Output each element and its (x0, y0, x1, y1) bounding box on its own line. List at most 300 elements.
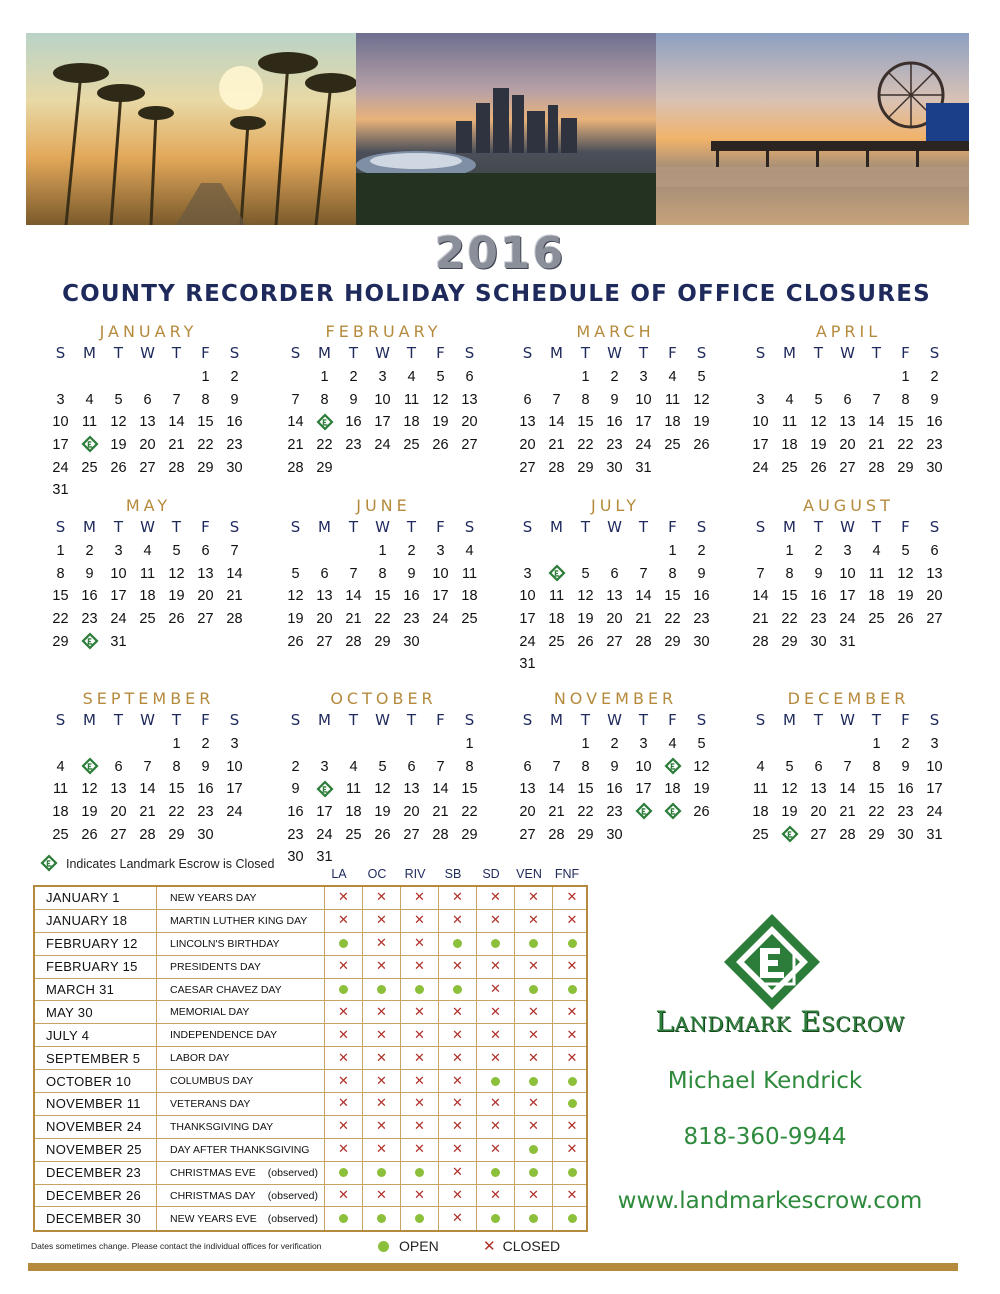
day-2: 2 (610, 736, 619, 752)
open-dot-icon (339, 939, 348, 948)
weekday-header (281, 344, 486, 366)
day-6: 6 (610, 565, 619, 582)
weekday-header (513, 518, 718, 540)
status-fnf (553, 910, 591, 932)
day-9: 9 (610, 391, 619, 408)
holiday-date: JANUARY 1 (35, 887, 157, 909)
day-15: 15 (664, 588, 681, 605)
week-row (746, 608, 951, 631)
day-empty (804, 366, 833, 389)
weekday-header (281, 711, 486, 733)
week-row (281, 563, 486, 586)
day-2: 2 (230, 369, 239, 385)
status-oc (363, 1139, 401, 1161)
holiday-date: NOVEMBER 24 (35, 1116, 157, 1138)
day-16: 16 (810, 588, 827, 605)
open-dot-icon (491, 1214, 500, 1223)
day-12: 12 (577, 588, 594, 605)
status-riv (401, 1207, 439, 1230)
weekday-label: W (840, 711, 855, 729)
weekday-header (513, 344, 718, 366)
day-empty (220, 824, 249, 847)
day-3: 3 (639, 369, 648, 385)
day-5: 5 (378, 758, 387, 775)
day-14: 14 (139, 781, 156, 798)
day-26: 26 (810, 459, 827, 476)
day-3: 3 (639, 736, 648, 752)
day-10: 10 (519, 588, 536, 605)
weekday-label: S (290, 711, 301, 729)
week-row (281, 585, 486, 608)
weekday-label: S (522, 711, 533, 729)
day-28: 28 (548, 459, 565, 476)
day-19: 19 (577, 611, 594, 628)
closed-x-icon: ✕ (338, 1027, 349, 1043)
day-20: 20 (461, 414, 478, 431)
closed-x-icon: ✕ (490, 1050, 501, 1066)
week-row (281, 778, 486, 801)
status-ven (515, 979, 553, 1001)
day-9: 9 (349, 391, 358, 408)
weekday-label: T (406, 344, 417, 362)
day-16: 16 (926, 414, 943, 431)
weekday-label: T (406, 518, 417, 536)
status-sd (477, 979, 515, 1001)
website-link[interactable]: www.landmarkescrow.com (617, 1188, 923, 1214)
month-october (281, 689, 486, 869)
day-29: 29 (374, 633, 391, 650)
day-23: 23 (287, 826, 304, 843)
status-oc (363, 1070, 401, 1092)
day-13: 13 (839, 414, 856, 431)
day-7: 7 (143, 758, 152, 775)
week-row (746, 540, 951, 563)
status-la (325, 1185, 363, 1207)
status-sb (439, 1207, 477, 1230)
holiday-name-cell (157, 887, 325, 909)
week-row (513, 366, 718, 389)
closed-x-icon: ✕ (566, 913, 578, 929)
day-8: 8 (465, 758, 474, 775)
closed-x-icon: ✕ (490, 913, 501, 929)
status-oc (363, 933, 401, 955)
holiday-date: OCTOBER 10 (35, 1070, 157, 1092)
weekday-label: F (901, 344, 910, 362)
day-3: 3 (843, 543, 852, 559)
day-27: 27 (197, 611, 214, 628)
day-17: 17 (635, 781, 652, 798)
closed-x-icon: ✕ (528, 1119, 539, 1135)
weekday-label: W (840, 518, 855, 536)
day-13: 13 (139, 414, 156, 431)
status-sb (439, 887, 477, 909)
closed-x-icon: ✕ (528, 1096, 539, 1112)
closed-x-icon: ✕ (414, 1188, 425, 1204)
status-oc (363, 1207, 401, 1230)
status-la (325, 1070, 363, 1092)
day-13: 13 (519, 781, 536, 798)
week-row (46, 608, 251, 631)
week-row (46, 824, 251, 847)
week-row (513, 457, 718, 480)
day-11: 11 (461, 565, 478, 582)
status-ven (515, 1185, 553, 1207)
day-8: 8 (56, 565, 65, 582)
weekday-label: T (871, 344, 882, 362)
holiday-name: NEW YEARS EVE (170, 1212, 257, 1225)
open-dot-icon (339, 985, 348, 994)
month-name: APRIL (815, 322, 882, 341)
closed-key (483, 1238, 560, 1254)
status-riv (401, 956, 439, 978)
status-fnf (553, 1070, 591, 1092)
landmark-escrow-logo-icon (722, 912, 822, 1012)
day-19: 19 (81, 804, 98, 821)
weekday-label: F (201, 711, 210, 729)
day-3: 3 (930, 736, 939, 752)
status-la (325, 1047, 363, 1069)
status-fnf (553, 1093, 591, 1115)
status-sd (477, 910, 515, 932)
day-29: 29 (197, 459, 214, 476)
day-26: 26 (693, 804, 710, 821)
weekday-label: T (813, 518, 824, 536)
day-2: 2 (814, 543, 823, 559)
day-1: 1 (668, 543, 677, 559)
week-row (513, 411, 718, 434)
status-sb (439, 1001, 477, 1023)
closed-x-icon: ✕ (338, 1050, 349, 1066)
footer-gold-rule (28, 1263, 958, 1271)
week-row (281, 756, 486, 779)
day-28: 28 (139, 826, 156, 843)
day-8: 8 (581, 758, 590, 775)
open-dot-icon (415, 1214, 424, 1223)
day-18: 18 (868, 588, 885, 605)
day-empty (571, 540, 600, 563)
day-10: 10 (52, 414, 69, 431)
day-empty (658, 457, 687, 480)
day-empty (191, 631, 220, 654)
closed-x-icon: ✕ (376, 1004, 387, 1020)
closed-x-icon: ✕ (376, 1073, 387, 1089)
day-30: 30 (926, 459, 943, 476)
day-24: 24 (752, 459, 769, 476)
closed-x-icon: ✕ (490, 982, 501, 997)
day-closed-15 (310, 411, 339, 434)
week-row (281, 389, 486, 412)
week-row (46, 540, 251, 563)
day-2: 2 (697, 543, 706, 559)
brand-name: Landmark Escrow (655, 1005, 905, 1038)
day-23: 23 (810, 611, 827, 628)
closed-x-icon: ✕ (414, 1142, 425, 1158)
day-7: 7 (436, 758, 445, 775)
day-8: 8 (320, 391, 329, 408)
week-row (46, 563, 251, 586)
holiday-date: JANUARY 18 (35, 910, 157, 932)
holiday-name-cell (157, 910, 325, 932)
day-25: 25 (868, 611, 885, 628)
week-row (513, 585, 718, 608)
week-row (746, 563, 951, 586)
day-1: 1 (785, 543, 794, 559)
weekday-label: S (229, 344, 240, 362)
day-23: 23 (606, 437, 623, 454)
closed-x-icon: ✕ (376, 1027, 387, 1043)
status-sd (477, 956, 515, 978)
status-fnf (553, 1024, 591, 1046)
day-empty (455, 457, 484, 480)
weekday-label: T (348, 518, 359, 536)
day-13: 13 (926, 565, 943, 582)
day-2: 2 (201, 736, 210, 752)
weekday-label: M (783, 344, 796, 362)
day-2: 2 (291, 758, 300, 775)
holiday-name-cell (157, 956, 325, 978)
day-5: 5 (436, 369, 445, 385)
status-sb (439, 1116, 477, 1138)
day-27: 27 (926, 611, 943, 628)
status-riv (401, 1162, 439, 1184)
day-10: 10 (635, 391, 652, 408)
schedule-headline: COUNTY RECORDER HOLIDAY SCHEDULE OF OFFICE CLOSURES (62, 281, 931, 307)
day-20: 20 (519, 437, 536, 454)
day-13: 13 (606, 588, 623, 605)
day-8: 8 (901, 391, 910, 408)
day-10: 10 (110, 565, 127, 582)
day-1: 1 (581, 736, 590, 752)
office-header-la: LA (331, 867, 347, 881)
day-7: 7 (756, 565, 765, 582)
day-28: 28 (752, 633, 769, 650)
status-fnf (553, 1139, 591, 1161)
day-18: 18 (548, 611, 565, 628)
day-empty (658, 653, 687, 676)
day-25: 25 (403, 437, 420, 454)
day-21: 21 (168, 437, 185, 454)
closed-x-icon: ✕ (452, 890, 463, 906)
year-title: 2016 (434, 228, 566, 279)
day-closed-25 (658, 801, 687, 824)
landmark-closed-icon (664, 802, 682, 820)
month-june (281, 496, 486, 653)
day-25: 25 (139, 611, 156, 628)
week-row (281, 824, 486, 847)
weekday-label: W (140, 518, 155, 536)
weekday-header (513, 711, 718, 733)
status-la (325, 910, 363, 932)
agent-name: Michael Kendrick (667, 1068, 863, 1094)
landmark-closed-icon (548, 564, 566, 582)
day-29: 29 (461, 826, 478, 843)
office-header-ven: VEN (516, 867, 542, 881)
closed-x-icon: ✕ (414, 1096, 425, 1112)
month-may (46, 496, 251, 653)
day-27: 27 (810, 826, 827, 843)
status-ven (515, 933, 553, 955)
weekday-label: M (550, 711, 563, 729)
status-sb (439, 1024, 477, 1046)
day-5: 5 (291, 565, 300, 582)
status-fnf (553, 979, 591, 1001)
day-4: 4 (756, 758, 765, 775)
day-21: 21 (345, 611, 362, 628)
closed-x-icon: ✕ (528, 959, 539, 975)
status-ven (515, 887, 553, 909)
day-20: 20 (139, 437, 156, 454)
weekday-label: S (929, 711, 940, 729)
closed-x-icon: ✕ (566, 1050, 578, 1066)
closed-x-icon: ✕ (452, 1027, 463, 1043)
day-5: 5 (697, 736, 706, 752)
holiday-name: VETERANS DAY (170, 1097, 251, 1110)
week-row (513, 756, 718, 779)
day-30: 30 (693, 633, 710, 650)
status-sd (477, 1093, 515, 1115)
closed-x-icon: ✕ (490, 890, 501, 906)
day-11: 11 (52, 781, 69, 798)
day-15: 15 (868, 781, 885, 798)
day-18: 18 (752, 804, 769, 821)
day-6: 6 (814, 758, 823, 775)
day-8: 8 (668, 565, 677, 582)
day-12: 12 (287, 588, 304, 605)
week-row (746, 824, 951, 847)
weekday-label: S (55, 344, 66, 362)
month-name: JUNE (356, 496, 411, 515)
status-la (325, 1116, 363, 1138)
day-16: 16 (606, 414, 623, 431)
weekday-label: T (580, 711, 591, 729)
open-dot-icon (415, 1168, 424, 1177)
closed-x-icon: ✕ (376, 913, 387, 929)
day-empty (571, 653, 600, 676)
holiday-date: MAY 30 (35, 1001, 157, 1023)
weekday-label: T (580, 518, 591, 536)
day-empty (542, 540, 571, 563)
day-16: 16 (897, 781, 914, 798)
office-header-oc: OC (367, 867, 387, 881)
weekday-label: F (436, 711, 445, 729)
day-9: 9 (930, 391, 939, 408)
day-14: 14 (635, 588, 652, 605)
day-4: 4 (85, 391, 94, 408)
day-27: 27 (519, 459, 536, 476)
table-row (35, 1185, 586, 1208)
holiday-name-cell (157, 933, 325, 955)
status-sb (439, 1139, 477, 1161)
holiday-closure-table (33, 885, 588, 1232)
week-row (46, 411, 251, 434)
week-row (281, 608, 486, 631)
holiday-date: NOVEMBER 25 (35, 1139, 157, 1161)
day-29: 29 (897, 459, 914, 476)
landmark-closed-icon (316, 413, 334, 431)
status-riv (401, 933, 439, 955)
closed-x-icon: ✕ (566, 890, 578, 906)
month-name: SEPTEMBER (82, 689, 215, 708)
day-6: 6 (201, 543, 210, 559)
month-name: FEBRUARY (325, 322, 442, 341)
day-empty (281, 366, 310, 389)
day-3: 3 (320, 758, 329, 775)
day-27: 27 (139, 459, 156, 476)
closed-x-icon: ✕ (338, 1004, 349, 1020)
status-fnf (553, 1116, 591, 1138)
disclaimer-text: Dates sometimes change. Please contact the individual offices for verification (31, 1241, 322, 1251)
status-fnf (553, 956, 591, 978)
day-19: 19 (432, 414, 449, 431)
day-17: 17 (52, 437, 69, 454)
week-row (513, 608, 718, 631)
day-19: 19 (810, 437, 827, 454)
landmark-closed-icon (781, 825, 799, 843)
status-riv (401, 1070, 439, 1092)
day-15: 15 (461, 781, 478, 798)
day-15: 15 (577, 414, 594, 431)
closed-x-icon: ✕ (483, 1236, 496, 1255)
closed-x-icon: ✕ (452, 1050, 463, 1066)
day-7: 7 (172, 391, 181, 408)
day-17: 17 (110, 588, 127, 605)
day-7: 7 (230, 543, 239, 559)
day-22: 22 (168, 804, 185, 821)
day-empty (46, 366, 75, 389)
day-11: 11 (781, 414, 798, 431)
day-26: 26 (432, 437, 449, 454)
holiday-date: DECEMBER 23 (35, 1162, 157, 1184)
closed-x-icon: ✕ (338, 890, 349, 906)
week-row (746, 366, 951, 389)
status-oc (363, 1047, 401, 1069)
weekday-label: M (783, 518, 796, 536)
landmark-closed-icon (81, 435, 99, 453)
month-name: NOVEMBER (553, 689, 678, 708)
holiday-name: MARTIN LUTHER KING DAY (170, 914, 308, 927)
weekday-label: M (83, 518, 96, 536)
status-sd (477, 887, 515, 909)
week-row (46, 778, 251, 801)
day-30: 30 (403, 633, 420, 650)
holiday-name: DAY AFTER THANKSGIVING (170, 1143, 310, 1156)
weekday-label: S (55, 711, 66, 729)
day-28: 28 (839, 826, 856, 843)
weekday-label: M (318, 711, 331, 729)
day-23: 23 (606, 804, 623, 821)
agent-phone[interactable]: 818-360-9944 (683, 1124, 847, 1150)
week-row (281, 846, 486, 869)
closed-x-icon: ✕ (376, 936, 387, 952)
day-empty (629, 653, 658, 676)
weekday-header (46, 711, 251, 733)
day-3: 3 (56, 391, 65, 408)
day-5: 5 (697, 369, 706, 385)
day-27: 27 (316, 633, 333, 650)
day-8: 8 (872, 758, 881, 775)
day-1: 1 (581, 369, 590, 385)
day-17: 17 (519, 611, 536, 628)
day-9: 9 (610, 758, 619, 775)
weekday-label: S (290, 518, 301, 536)
weekday-label: T (113, 711, 124, 729)
day-4: 4 (407, 369, 416, 385)
status-riv (401, 1047, 439, 1069)
day-17: 17 (926, 781, 943, 798)
day-30: 30 (606, 459, 623, 476)
holiday-name: LABOR DAY (170, 1052, 230, 1065)
closed-x-icon: ✕ (414, 1050, 425, 1066)
